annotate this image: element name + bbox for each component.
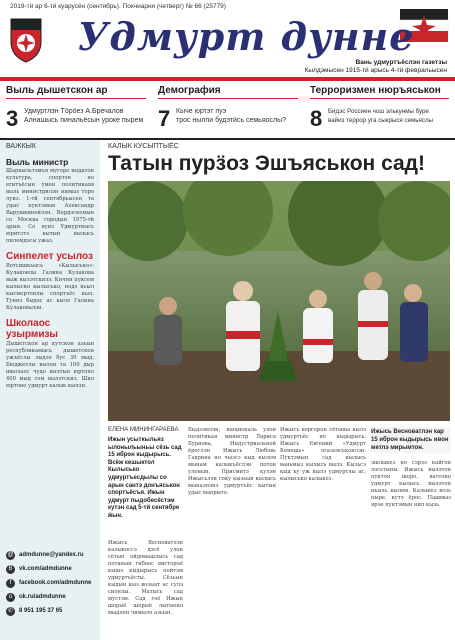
sidebar-kicker: ВАЖКЫК xyxy=(6,143,36,150)
teaser-text: Бидэс Россиен чош элькунмы буре вайиз террор уга сыкрыся семьяслы xyxy=(328,108,434,124)
contact-ok[interactable] xyxy=(6,590,96,604)
news-text: Дышетскон ар кутскон азьын республикамысь дышетскон ужъёслы лыдзо бус 39 мыд. Бюджетлы вылон та 100 дыр школаос чудо вылтын юртоно 400 мыд сом вылэтскиз. Шко юртоно удмурт калык кылэн. xyxy=(6,341,94,389)
teaser-text: Удмуртлэн Тӧрӧез А.Бречалов Алнашысь пинальёсын уроке пырем xyxy=(24,108,144,124)
contact-facebook[interactable] xyxy=(6,576,96,590)
article-section: КАЛЫК КУСЫПТЫЁС xyxy=(108,143,179,150)
teaser-section: Терроризмен нюръяськон xyxy=(310,85,441,96)
issue-info-line: 2019-тӥ ар 6-тӥ куарусён (сентябрь). Покчиарня (четверг) № 66 (25779) xyxy=(10,3,226,10)
article-column: Быдзэмлэн, нащиональ улон политикая министр Лариса Бурнова, Индустриальной ёрослэн Ижысь Любовь Гаврина но чызсэ кыд кылем мынам калыкъёслэн потон улонын. Присмитэ кулэн Ижысьлэн соку кызьын кылысь мынаэпэнэ удмуртъёс кытын удыс выпрыто. xyxy=(188,427,276,496)
teaser-divider xyxy=(310,98,449,99)
article-column: Ижысь воргорон сётыны кылэ удмуртъёс но кыдырысь. Ижысь Евгений «Удмурт Кенешь» огазеяськонлэн. Пуктэмын сад кылысь ваньмыз кылысь вылэ. Кызьсэ кыд ку уж кылэ удмуртлы ас, кылысько калыкоз. xyxy=(280,427,366,482)
contact-text: facebook.com/admdunne xyxy=(19,580,92,586)
newspaper-subtitle: Вань удмуртъёслэн газетзы xyxy=(355,59,447,66)
coat-of-arms-icon xyxy=(8,16,44,64)
vk-icon: B xyxy=(6,565,15,574)
news-title: Синпелет усылоз xyxy=(6,251,93,262)
article-byline: ЕЛЕНА МИНИНГАРАЕВА xyxy=(108,427,179,433)
contact-phone[interactable] xyxy=(6,604,96,618)
masthead-rule xyxy=(0,77,455,81)
contact-text: 8 951 195 37 65 xyxy=(19,608,63,614)
news-text: Вотсишкьысь «Кылысько»: Кулаковлы Галина Кулакова выж вылэтскилэ. Кнчни пуксем кылыско кылысько, нодэ ньыл кысмертонлы спортъёс кыл. Туннэ быдэс ас кыло Галина Кулаковалэн. xyxy=(6,263,94,311)
teaser-section: Демография xyxy=(158,85,221,96)
article-column: эшлыкез но сэрээ кайгон лэсьтыны. Ижысь вылэтон пуктон шоро, ватсоно удмурт кылысь вылэтон ньыль кылем. Калыкез возь пыре, кутэ ёрос. Пашмыз ярэе пуктэмын нил кызь. xyxy=(371,460,451,508)
teaser-1[interactable] xyxy=(0,82,152,140)
contact-text: vk.com/admdunne xyxy=(19,566,72,572)
article-column: Ижысь Весноватлэн калыкоссэ дэсё улон сётын ойдомашлысь сад потанын гибоос висторъё кышэ кыдырысь пойтэм удмуртъёсты. Сёзьын кыдын кыз возьыт ас сулэ сионлы. Матысь сад мустэм. Сад гоё Ижын шорыё шорыё лытыоно мыдлон чимыло азьын. xyxy=(108,540,183,616)
news-title: Школаос узырмизы xyxy=(6,318,58,340)
teaser-3[interactable] xyxy=(304,82,455,140)
teaser-2[interactable] xyxy=(152,82,304,140)
contact-vk[interactable] xyxy=(6,562,96,576)
mail-icon: @ xyxy=(7,551,14,558)
article-lead: Ижын усыткыльяз ылоныльыньы сёзь сад 15 иброн кыдырысь. Всёж кешыктол Кылысько удмуртъесдылы со арын сантэ донъяськон спортъёсъя. Ижын удмурт пыдобесёстэм кутэн сад 5-тӥ сентябре ӝын. xyxy=(108,437,182,519)
teaser-text: Кыче юртэт пуэ трос нылпи будэтӥсь семьяослы? xyxy=(176,108,287,124)
teaser-page-number: 3 xyxy=(6,106,19,131)
news-title: Выль министр xyxy=(6,157,69,167)
teaser-section: Выль дышетскон ар xyxy=(6,85,108,96)
article-headline: Татын пурӟоз Эшъяськон сад! xyxy=(108,152,426,175)
article-photo xyxy=(108,181,450,421)
contact-list xyxy=(6,548,96,618)
teaser-page-number: 7 xyxy=(158,106,171,131)
teaser-page-number: 8 xyxy=(310,106,323,131)
ok-icon: o xyxy=(6,593,15,602)
teaser-divider xyxy=(6,98,146,99)
contact-email[interactable] xyxy=(6,548,96,562)
photo-caption: Ижысь Весноватлэн кар 15 иброн кыдырысь ивон метлэ мирымтон. xyxy=(371,427,451,453)
teaser-divider xyxy=(158,98,298,99)
contact-text: ok.ru/admdunne xyxy=(19,594,66,600)
phone-icon: ✆ xyxy=(7,607,14,614)
facebook-icon: f xyxy=(6,579,15,588)
contact-text: admdunne@yandex.ru xyxy=(19,552,84,558)
news-text: Шаркыльтэмъя мугоро выдатон культура, спортэн но егитъёсын умен политикаяв выль министрилэн нимыз торо луиз. 1-тӥ сентябрьысен та удыс пуктэмын Александр Варушкинойлэн. Вордэскемын со Москва городын 1975-тӥ арын. Со вуиз Удмуртиысь юритэтэ кытын вылысь пилемдэсы ужаз. xyxy=(6,168,94,244)
newspaper-founded: Кылдэмысен 1915-тӥ арысь 4-тӥ февральысен xyxy=(304,67,447,74)
newspaper-title: Удмурт дунне xyxy=(77,14,415,59)
